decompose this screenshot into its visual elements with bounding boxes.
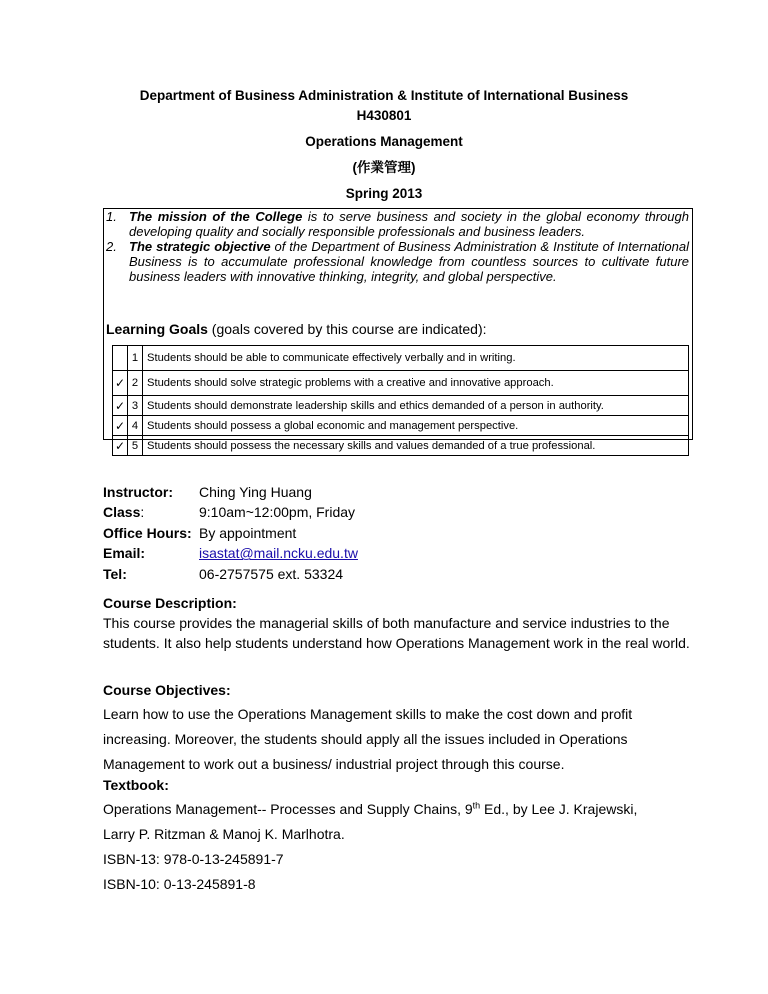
course-title-chinese: (作業管理) [352, 160, 416, 175]
textbook-section [103, 775, 703, 897]
learning-goal-number: 4 [128, 416, 143, 436]
learning-goal-text: Students should demonstrate leadership skills and ethics demanded of a person in authority. [143, 396, 689, 416]
learning-goals-title: Learning Goals (goals covered by this course are indicated): [106, 321, 487, 337]
check-icon: ✓ [113, 396, 128, 416]
learning-goal-text: Students should possess the necessary skills and values demanded of a true professional. [143, 436, 689, 456]
instructor-row [103, 482, 358, 502]
mission-item-heading: The mission of the College [129, 209, 303, 224]
office-hours-value: By appointment [199, 524, 297, 541]
learning-goal-text: Students should be able to communicate effectively verbally and in writing. [143, 346, 689, 371]
learning-goal-row [113, 416, 689, 436]
textbook-title: Textbook: [103, 777, 169, 793]
tel-label: Tel: [103, 565, 127, 582]
learning-goal-number: 1 [128, 346, 143, 371]
mission-item: 2. The strategic objective of the Department of Business Administration & Institute of International Business is to accumulate professional knowledge from countless sources to cultivate future business leaders with innovative thinking, integrity, and global perspective. [106, 239, 689, 284]
learning-goal-row [113, 371, 689, 396]
learning-goal-row [113, 436, 689, 456]
mission-list [104, 209, 692, 284]
learning-goal-row [113, 346, 689, 371]
isbn-10: ISBN-10: 0-13-245891-8 [103, 876, 256, 892]
tel-value: 06-2757575 ext. 53324 [199, 565, 344, 582]
textbook-line-2: Larry P. Ritzman & Manoj K. Marlhotra. [103, 826, 345, 842]
mission-box [103, 208, 693, 453]
course-description-text: This course provides the managerial skills of both manufacture and service industries to the students. It also help students understand how Operations Management work in the real world. [103, 615, 690, 651]
check-icon: ✓ [113, 436, 128, 456]
instructor-info [103, 482, 358, 584]
office-hours-row [103, 523, 358, 543]
email-link[interactable]: isastat@mail.ncku.edu.tw [199, 545, 358, 562]
learning-goals-table [112, 345, 689, 456]
class-row [103, 502, 358, 522]
office-hours-label: Office Hours: [103, 524, 192, 541]
instructor-label: Instructor: [103, 484, 173, 500]
learning-goal-number: 3 [128, 396, 143, 416]
department-title: Department of Business Administration & Institute of International Business [139, 88, 629, 103]
course-objectives [103, 680, 703, 777]
course-objectives-text: Learn how to use the Operations Management skills to make the cost down and profit increasing. Moreover, the students should apply all the issues included in Operations Management to work out a business/ industrial project through this course. [103, 706, 633, 772]
email-label: Email: [103, 545, 146, 562]
check-icon [113, 346, 128, 371]
learning-goal-row [113, 396, 689, 416]
textbook-line-1: Operations Management-- Processes and Supply Chains, 9th Ed., by Lee J. Krajewski, [103, 800, 638, 817]
course-description [103, 593, 703, 653]
course-objectives-title: Course Objectives: [103, 682, 231, 698]
mission-item: 1. The mission of the College is to serve business and society in the global economy through developing quality and socially responsible professionals and business leaders. [106, 209, 689, 239]
document-header [0, 86, 768, 204]
term: Spring 2013 [345, 186, 423, 201]
instructor-name: Ching Ying Huang [199, 484, 312, 500]
mission-item-heading: The strategic objective [129, 239, 271, 254]
mission-item-text: of the Department of Business Administration & Institute of International Business is to accumulate professional knowledge from countless sources to cultivate future business leaders with innovative thinking, integrity, and global perspective. [129, 239, 689, 284]
course-description-title: Course Description: [103, 595, 237, 611]
learning-goal-number: 5 [128, 436, 143, 456]
check-icon: ✓ [113, 416, 128, 436]
learning-goal-text: Students should possess a global economic and management perspective. [143, 416, 689, 436]
learning-goal-text: Students should solve strategic problems with a creative and innovative approach. [143, 371, 689, 396]
course-title: Operations Management [305, 134, 463, 149]
course-code: H430801 [356, 108, 412, 123]
tel-row [103, 564, 358, 584]
isbn-13: ISBN-13: 978-0-13-245891-7 [103, 851, 284, 867]
mission-item-text: is to serve business and society in the global economy through developing quality and socially responsible professionals and business leaders. [129, 209, 689, 239]
class-time: 9:10am~12:00pm, Friday [199, 504, 356, 521]
email-row [103, 543, 358, 563]
check-icon: ✓ [113, 371, 128, 396]
class-label: Class: [103, 504, 145, 521]
learning-goal-number: 2 [128, 371, 143, 396]
